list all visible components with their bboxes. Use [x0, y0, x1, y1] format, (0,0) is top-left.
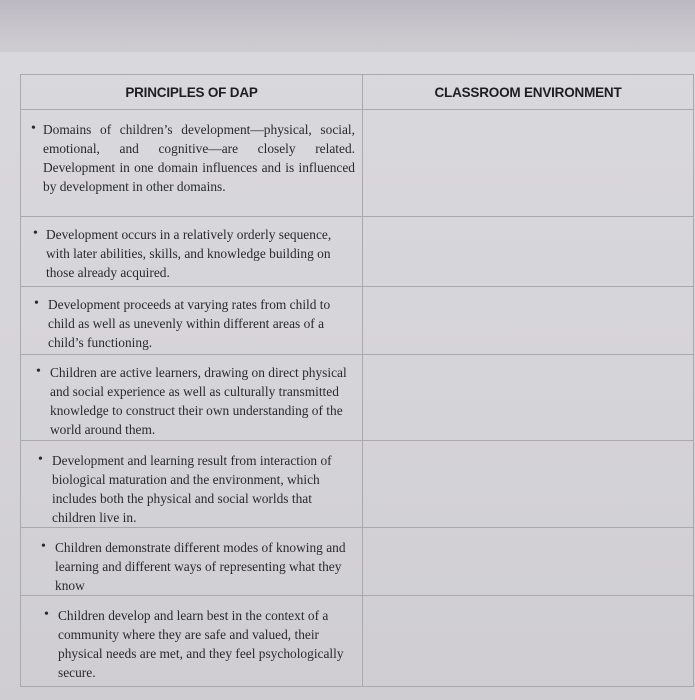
- table-row: [21, 110, 694, 217]
- principle-text: Domains of children’s development—physical, social, emotional, and cognitive—are closely related. Development in one domain influences and is influenced by development in other domains.: [43, 122, 355, 194]
- bullet-icon: •: [33, 226, 38, 241]
- table-row: [21, 287, 694, 355]
- principle-cell: [21, 355, 363, 441]
- principle-text: Children are active learners, drawing on direct physical and social experience as well as culturally transmitted knowledge to construct their own understanding of the world around them.: [50, 365, 347, 437]
- environment-cell[interactable]: [363, 355, 694, 441]
- principle-text: Development occurs in a relatively orderly sequence, with later abilities, skills, and knowledge building on those already acquired.: [46, 227, 332, 280]
- header-principles: PRINCIPLES OF DAP: [21, 75, 363, 110]
- bullet-icon: •: [34, 296, 39, 311]
- environment-cell[interactable]: [363, 441, 694, 528]
- environment-cell[interactable]: [363, 110, 694, 217]
- principle-cell: [21, 110, 363, 217]
- principle-cell: [21, 441, 363, 528]
- principle-text: Development and learning result from interaction of biological maturation and the environment, which includes both the physical and social worlds that children live in.: [52, 453, 332, 525]
- principle-cell: [21, 528, 363, 596]
- bullet-icon: •: [44, 607, 49, 622]
- environment-cell[interactable]: [363, 528, 694, 596]
- principle-text: Development proceeds at varying rates from child to child as well as unevenly within different areas of a child’s functioning.: [48, 297, 331, 350]
- table-row: [21, 528, 694, 596]
- environment-cell[interactable]: [363, 217, 694, 287]
- bullet-icon: •: [38, 452, 43, 467]
- table-row: [21, 217, 694, 287]
- principle-cell: [21, 287, 363, 355]
- dap-table: [20, 74, 694, 687]
- principle-cell: [21, 217, 363, 287]
- principle-cell: [21, 596, 363, 687]
- table-row: [21, 355, 694, 441]
- table-row: [21, 441, 694, 528]
- bullet-icon: •: [36, 364, 41, 379]
- bullet-icon: •: [41, 539, 46, 554]
- header-row: [21, 75, 694, 110]
- environment-cell[interactable]: [363, 287, 694, 355]
- environment-cell[interactable]: [363, 596, 694, 687]
- principle-text: Children demonstrate different modes of knowing and learning and different ways of representing what they know: [55, 540, 346, 593]
- table-row: [21, 596, 694, 687]
- bullet-icon: •: [31, 121, 36, 136]
- principle-text: Children develop and learn best in the context of a community where they are safe and valued, their physical needs are met, and they feel psychologically secure.: [58, 608, 344, 680]
- header-environment: CLASSROOM ENVIRONMENT: [363, 75, 694, 110]
